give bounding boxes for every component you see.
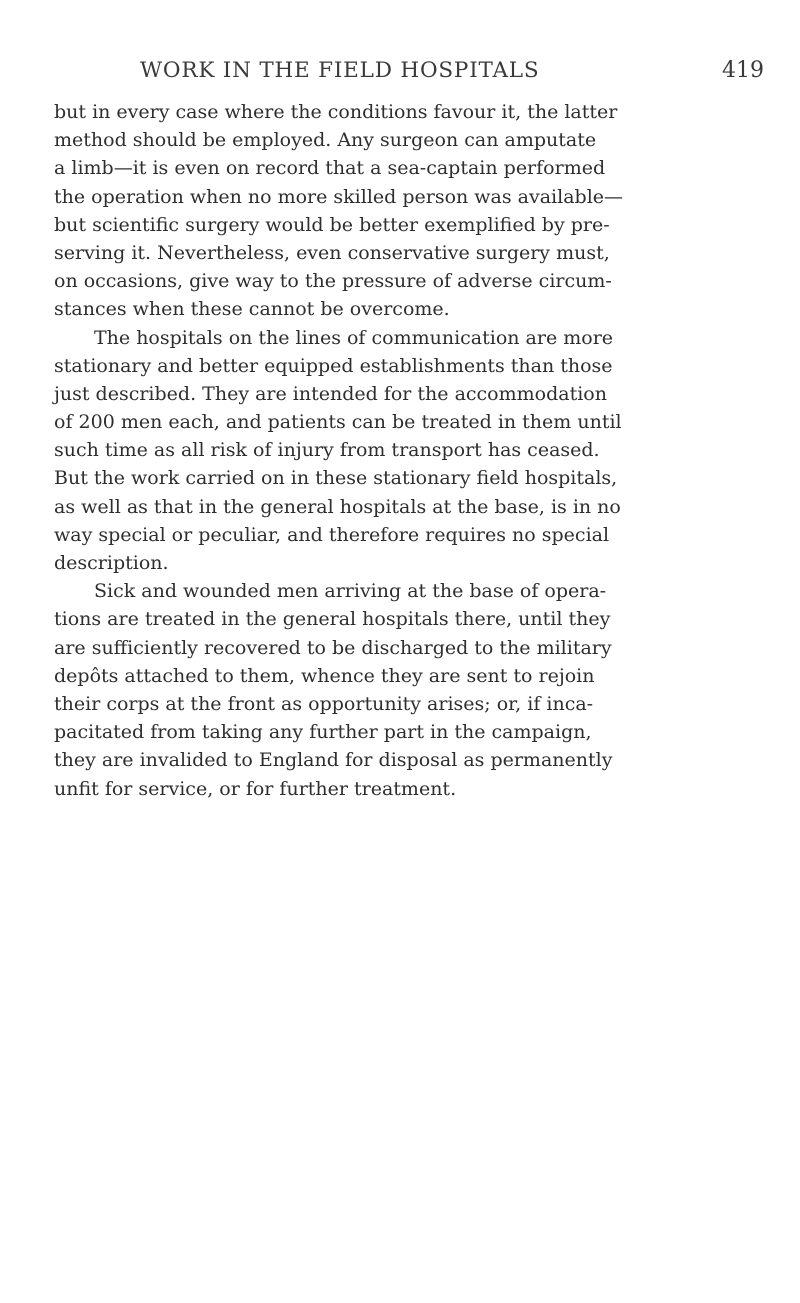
text-line: way special or peculiar, and therefore requires no special	[54, 523, 610, 546]
text-line: depôts attached to them, whence they are sent to rejoin	[54, 664, 595, 687]
text-line: the operation when no more skilled person was available—	[54, 185, 624, 208]
text-line: just described. They are intended for the accommodation	[54, 382, 607, 405]
text-line: method should be employed. Any surgeon can amputate	[54, 129, 597, 152]
text-line: but in every case where the conditions favour it, the latter	[54, 101, 618, 123]
text-line: are sufficiently recovered to be discharged to the military	[54, 636, 612, 659]
text-line: description.	[54, 552, 169, 574]
text-line: such time as all risk of injury from transport has ceased.	[54, 439, 600, 462]
text-line: their corps at the front as opportunity arises; or, if inca-	[54, 692, 594, 715]
text-line: pacitated from taking any further part in the campaign,	[54, 721, 592, 744]
text-line: But the work carried on in these stationary field hospitals,	[54, 467, 618, 490]
paragraph-start-line: Sick and wounded men arriving at the base of opera-	[94, 580, 607, 603]
paragraph-start-line: The hospitals on the lines of communication are more	[94, 326, 614, 349]
text-line: a limb—it is even on record that a sea-captain performed	[54, 157, 606, 180]
text-line: of 200 men each, and patients can be treated in them until	[54, 411, 622, 434]
page-number: 419	[722, 58, 764, 83]
text-line: they are invalided to England for disposal as permanently	[54, 749, 613, 772]
text-line: serving it. Nevertheless, even conservative surgery must,	[54, 241, 610, 264]
text-line: on occasions, give way to the pressure of adverse circum-	[54, 270, 612, 293]
running-head-title: WORK IN THE FIELD HOSPITALS	[140, 58, 540, 83]
text-line: stationary and better equipped establishments than those	[54, 354, 613, 377]
text-line: stances when these cannot be overcome.	[54, 298, 450, 321]
text-line: unfit for service, or for further treatment.	[54, 777, 457, 800]
text-line: as well as that in the general hospitals at the base, is in no	[54, 495, 621, 518]
text-line: but scientific surgery would be better exemplified by pre-	[54, 213, 610, 236]
text-line: tions are treated in the general hospitals there, until they	[54, 608, 611, 631]
body-text	[54, 98, 794, 803]
